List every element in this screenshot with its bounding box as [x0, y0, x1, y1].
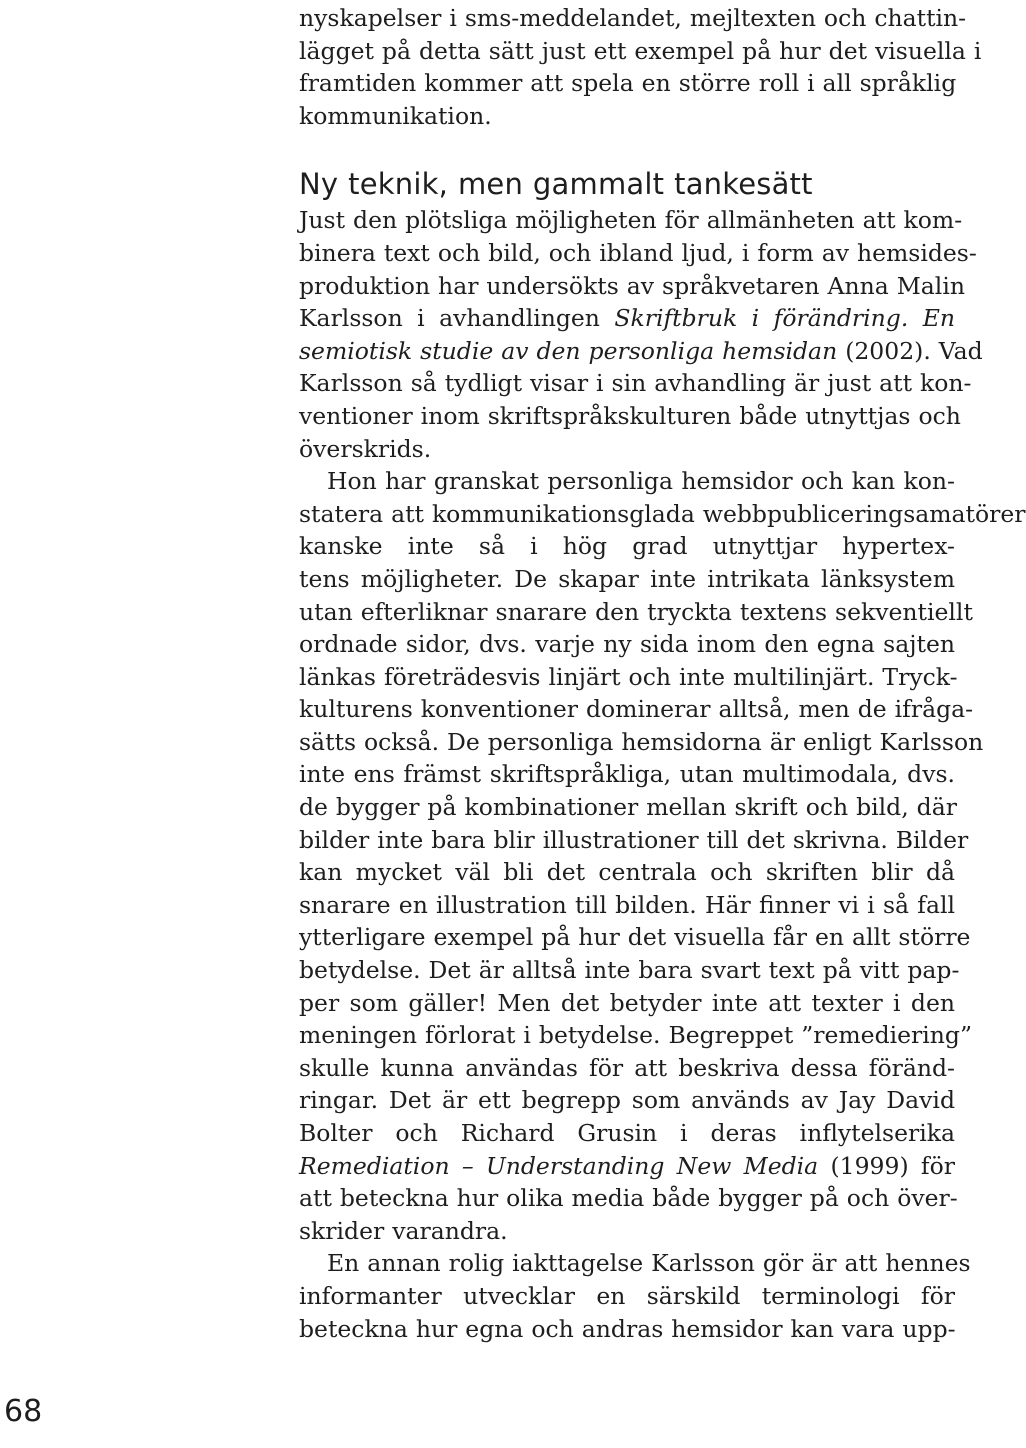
paragraph-3 [299, 1247, 971, 1345]
text-line: per som gäller! Men det betyder inte att texter i den [299, 988, 955, 1017]
text-line: framtiden kommer att spela en större roll i all språklig [299, 69, 957, 98]
text-line: att beteckna hur olika media både bygger på och över- [299, 1184, 958, 1213]
text-line: ytterligare exempel på hur det visuella får en allt större [299, 923, 971, 952]
text-line: ventioner inom skriftspråkskulturen både utnyttjas och [299, 401, 961, 430]
text-line: betydelse. Det är alltså inte bara svart text på vitt pap- [299, 956, 960, 985]
text-line: beteckna hur egna och andras hemsidor kan vara upp- [299, 1314, 956, 1343]
text-line: produktion har undersökts av språkvetaren Anna Malin [299, 271, 965, 300]
text-line: En annan rolig iakttagelse Karlsson gör är att hennes [327, 1249, 971, 1278]
text-line: ringar. Det är ett begrepp som används av Jay David [299, 1086, 955, 1115]
text-line: nyskapelser i sms-meddelandet, mejltexten och chattin- [299, 4, 967, 32]
text-line: de bygger på kombinationer mellan skrift och bild, där [299, 793, 957, 822]
text-run: Karlsson i avhandlingen [299, 304, 615, 333]
text-line: bilder inte bara blir illustrationer till det skrivna. Bilder [299, 825, 969, 854]
text-line: Karlsson så tydligt visar i sin avhandling är just att kon- [299, 369, 972, 398]
text-line: kanske inte så i hög grad utnyttjar hypertex- [299, 532, 955, 561]
book-title-italic: semiotisk studie av den personliga hemsidan [299, 336, 838, 365]
text-line: sätts också. De personliga hemsidorna är enligt Karlsson [299, 727, 984, 756]
text-line: ordnade sidor, dvs. varje ny sida inom den egna sajten [299, 630, 955, 659]
text-line [299, 302, 955, 335]
text-line [299, 335, 983, 368]
text-line [299, 1150, 955, 1183]
book-title-italic: Skriftbruk i förändring. En [614, 304, 955, 333]
paragraph-2 [299, 465, 1026, 1247]
text-line: lägget på detta sätt just ett exempel på hur det visuella i [299, 36, 982, 65]
text-line: Hon har granskat personliga hemsidor och kan kon- [327, 467, 955, 496]
section-heading: Ny teknik, men gammalt tankesätt [299, 167, 813, 202]
text-line: snarare en illustration till bilden. Här finner vi i så fall [299, 890, 955, 919]
text-line: Just den plötsliga möjligheten för allmänheten att kom- [299, 206, 963, 235]
text-line: meningen förlorat i betydelse. Begreppet ”remediering” [299, 1021, 972, 1050]
text-line: kulturens konventioner dominerar alltså, men de ifråga- [299, 695, 974, 724]
text-line: informanter utvecklar en särskild terminologi för [299, 1281, 955, 1310]
page-number: 68 [4, 1394, 43, 1429]
text-line: Bolter och Richard Grusin i deras inflytelserika [299, 1119, 955, 1147]
continuation-paragraph [299, 2, 982, 132]
text-line: länkas företrädesvis linjärt och inte multilinjärt. Tryck- [299, 662, 958, 691]
text-line: kan mycket väl bli det centrala och skriften blir då [299, 858, 955, 887]
text-column [299, 0, 1026, 1345]
text-line: utan efterliknar snarare den tryckta textens sekventiellt [299, 597, 973, 626]
text-line: statera att kommunikationsglada webbpubliceringsamatörer [299, 499, 1026, 528]
book-title-italic: Remediation – Understanding New Media [299, 1151, 819, 1180]
text-line: tens möjligheter. De skapar inte intrikata länksystem [299, 564, 955, 593]
text-line: kommunikation. [299, 101, 492, 130]
text-run: (2002). Vad [837, 336, 983, 365]
text-line: överskrids. [299, 434, 432, 463]
text-line: binera text och bild, och ibland ljud, i form av hemsides- [299, 238, 977, 267]
text-run: (1999) för [818, 1151, 955, 1180]
text-line: skulle kunna användas för att beskriva dessa föränd- [299, 1053, 955, 1082]
paragraph-1 [299, 204, 983, 465]
text-line: skrider varandra. [299, 1216, 508, 1245]
text-line: inte ens främst skriftspråkliga, utan multimodala, dvs. [299, 760, 955, 789]
